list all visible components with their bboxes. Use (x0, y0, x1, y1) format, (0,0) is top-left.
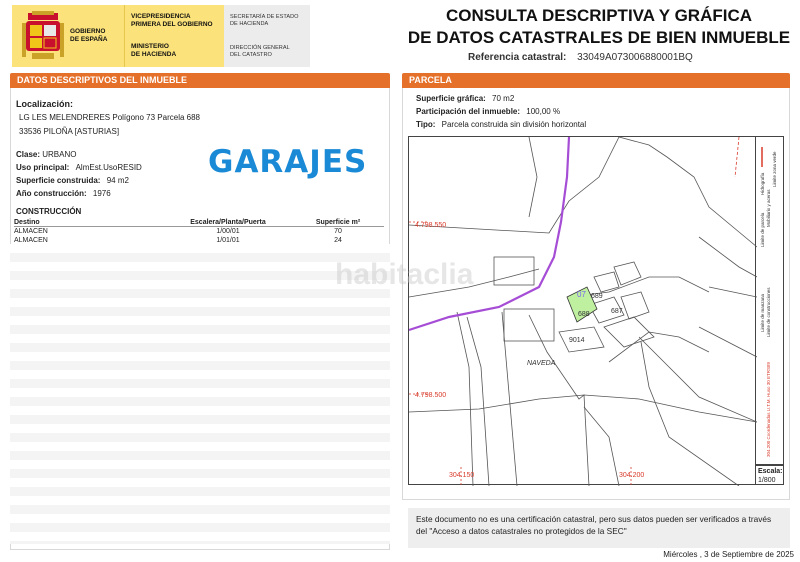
uso-row (16, 163, 142, 172)
tipo-row (416, 120, 586, 129)
participacion-row (416, 107, 560, 116)
anio-value: 1976 (92, 189, 111, 198)
legend-limite-construcciones: Limite de construcciones (766, 287, 771, 337)
vice-line1: VICEPRESIDENCIA (131, 13, 191, 20)
vice-line2: PRIMERA DEL GOBIERNO (131, 21, 213, 28)
map-drawing (409, 137, 757, 486)
location-label: Localización: (16, 99, 74, 109)
cell-destino: ALMACEN (14, 237, 48, 244)
supg-row (416, 94, 514, 103)
coord-x2: 304.200 (619, 472, 645, 479)
map-legend (756, 136, 784, 465)
construction-table (14, 218, 384, 245)
gov-name-line1: GOBIERNO (70, 28, 106, 35)
anio-label: Año construcción: (16, 189, 87, 198)
table-header-row (14, 218, 384, 227)
road-boundary (409, 137, 569, 330)
coord-y1: 4.798.550 (415, 222, 447, 229)
clase-label: Clase: (16, 150, 41, 159)
place-naveda: NAVEDA (527, 360, 556, 367)
legend-limite-parcela: Limite de parcela (760, 212, 765, 247)
sec-line1: SECRETARÍA DE ESTADO (230, 14, 299, 20)
cadastral-map[interactable] (408, 136, 756, 485)
legend-mobiliario: Mobiliario y aceras (766, 189, 771, 227)
participacion-label: Participación del inmueble: (416, 107, 521, 116)
cell-escalera: 1/01/01 (216, 237, 240, 244)
cadastral-reference (468, 52, 693, 63)
clase-row (16, 150, 76, 159)
cell-superficie: 24 (334, 237, 342, 244)
tipo-value: Parcela construida sin división horizontal (441, 120, 587, 129)
superficie-value: 94 m2 (106, 176, 129, 185)
coord-x1: 304.150 (449, 472, 475, 479)
ministry-line2: DE HACIENDA (131, 51, 177, 58)
map-scale (756, 465, 784, 485)
parcel-9014: 9014 (569, 337, 585, 344)
superficie-label: Superficie construida: (16, 176, 101, 185)
cell-destino: ALMACEN (14, 228, 48, 235)
tipo-label: Tipo: (416, 120, 436, 129)
dir-line1: DIRECCIÓN GENERAL (230, 45, 290, 51)
coord-y2: 4.798.500 (415, 392, 447, 399)
ref-label: Referencia catastral: (468, 52, 567, 63)
disclaimer-notice: Este documento no es una certificación catastral, pero sus datos pueden ser verificados a través del "Acceso a datos catastrales no protegidos de la SEC" (408, 508, 790, 548)
garajes-label: GARAJES (208, 144, 368, 180)
scale-label: Escala: (758, 468, 783, 475)
gov-name-line2: DE ESPAÑA (70, 36, 108, 43)
ministry-block (124, 5, 224, 67)
parcel-688: 688 (578, 311, 590, 318)
col-destino: Destino (14, 219, 40, 226)
participacion-value: 100,00 % (526, 107, 561, 116)
parcela-header: PARCELA (402, 73, 790, 88)
watermark: habitaclia (335, 258, 474, 291)
dir-line2: DEL CATASTRO (230, 52, 272, 58)
anio-row (16, 189, 111, 198)
col-escalera: Escalera/Planta/Puerta (190, 219, 266, 226)
ministry-line1: MINISTERIO (131, 43, 169, 50)
scale-value: 1/800 (758, 477, 776, 484)
table-row (14, 236, 384, 245)
legend-zona-verde: Limite zona verde (772, 151, 777, 187)
supg-value: 70 m2 (492, 94, 515, 103)
document-title-line2: DE DATOS CATASTRALES DE BIEN INMUEBLE (407, 28, 791, 47)
location-line2: 33536 PILOÑA [ASTURIAS] (19, 127, 120, 136)
document-date: Miércoles , 3 de Septiembre de 2025 (663, 550, 794, 559)
uso-label: Uso principal: (16, 163, 70, 172)
legend-limite-manzana: Limite de manzana (760, 293, 765, 332)
cell-superficie: 70 (334, 228, 342, 235)
legend-hidrografia: Hidrografía (760, 172, 765, 195)
superficie-row (16, 176, 129, 185)
table-background (10, 244, 390, 544)
legend-utm: 304.200 Coordenadas U.T.M. Huso 30 ETRS89 (766, 361, 771, 457)
table-row (14, 227, 384, 236)
government-header (12, 5, 310, 67)
supg-label: Superficie gráfica: (416, 94, 486, 103)
descriptive-data-header: DATOS DESCRIPTIVOS DEL INMUEBLE (10, 73, 390, 88)
parcel-687: 687 (611, 308, 623, 315)
parcel-07: 07 (577, 290, 586, 299)
legend-drawing (756, 137, 784, 466)
parcel-689: 689 (591, 293, 603, 300)
ref-value: 33049A073006880001BQ (577, 52, 693, 63)
cell-escalera: 1/00/01 (216, 228, 240, 235)
sec-line2: DE HACIENDA (230, 21, 269, 27)
coat-of-arms-icon (22, 11, 64, 61)
clase-value: URBANO (42, 150, 77, 159)
secretariat-block (224, 5, 310, 67)
location-line1: LG LES MELENDRERES Polígono 73 Parcela 688 (19, 113, 200, 122)
construccion-heading: CONSTRUCCIÓN (16, 207, 82, 216)
document-title-line1: CONSULTA DESCRIPTIVA Y GRÁFICA (445, 6, 753, 25)
gov-logo-block (12, 5, 124, 67)
col-superficie: Superficie m² (315, 219, 361, 226)
uso-value: AlmEst.UsoRESID (75, 163, 142, 172)
